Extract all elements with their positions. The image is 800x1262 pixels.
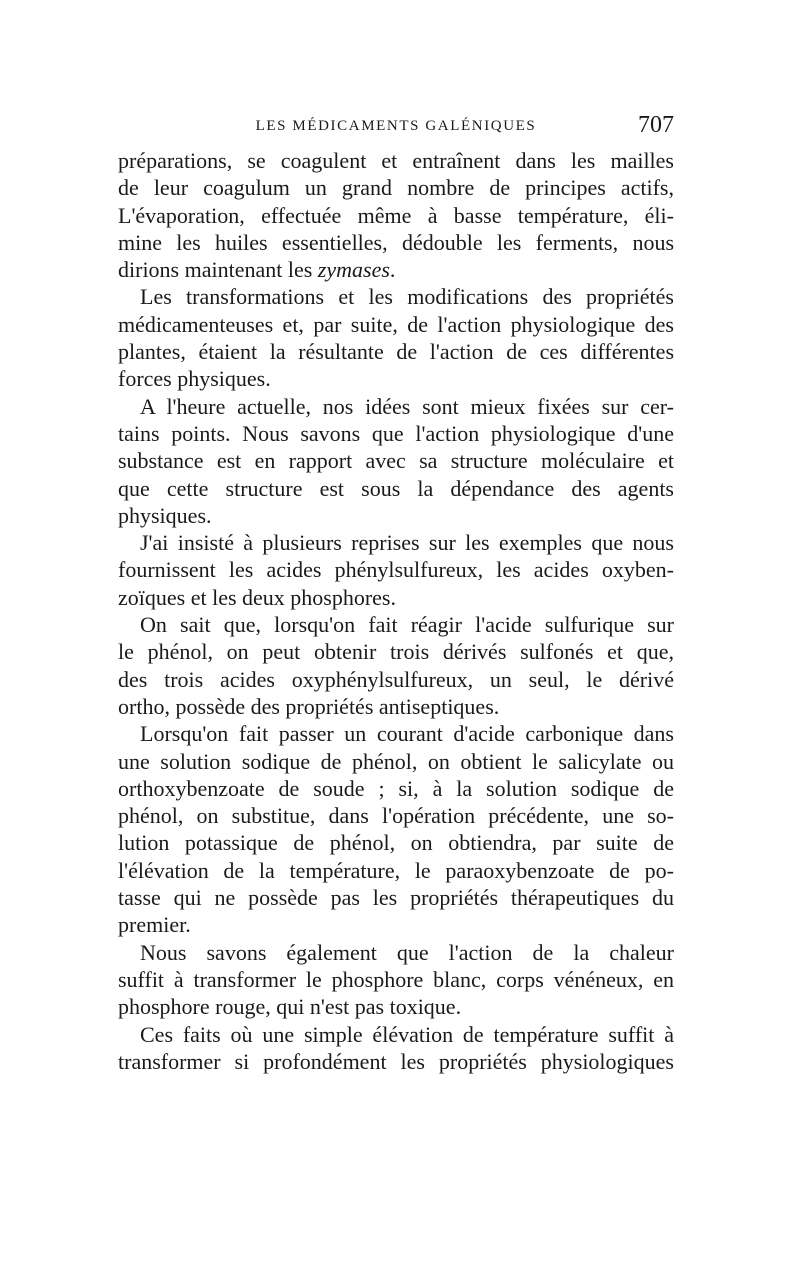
- text-line: forces physiques.: [118, 366, 271, 392]
- text-line: Nous savons également que l'action de la chaleur: [140, 939, 674, 965]
- text-line: le phénol, on peut obtenir trois dérivés sulfonés et que,: [118, 639, 674, 665]
- text-line: fournissent les acides phénylsulfureux, les acides oxyben-: [118, 557, 674, 583]
- text-line: tasse qui ne possède pas les propriétés thérapeutiques du: [118, 885, 674, 911]
- text-line: physiques.: [118, 502, 212, 528]
- text-line: médicamenteuses et, par suite, de l'action physiologique des: [118, 311, 674, 337]
- page-number: 707: [638, 112, 674, 138]
- text-line: une solution sodique de phénol, on obtient le salicylate ou: [118, 748, 674, 774]
- text-line: Les transformations et les modifications des propriétés: [140, 284, 674, 310]
- text-line: des trois acides oxyphénylsulfureux, un seul, le dérivé: [118, 666, 674, 692]
- running-head: [118, 110, 674, 150]
- text-line: On sait que, lorsqu'on fait réagir l'acide sulfurique sur: [140, 612, 674, 638]
- text-line: ortho, possède des propriétés antiseptiques.: [118, 693, 500, 719]
- text-line: transformer si profondément les propriétés physiologiques: [118, 1048, 674, 1074]
- text-line: plantes, étaient la résultante de l'action de ces différentes: [118, 339, 674, 365]
- text-line: Ces faits où une simple élévation de température suffit à: [140, 1021, 674, 1047]
- body-text: [118, 147, 674, 1075]
- text-line: substance est en rapport avec sa structure moléculaire et: [118, 448, 674, 474]
- text-line: l'élévation de la température, le paraoxybenzoate de po-: [118, 857, 674, 883]
- text-line: L'évaporation, effectuée même à basse température, éli-: [118, 202, 674, 228]
- text-line: mine les huiles essentielles, dédouble les ferments, nous: [118, 229, 674, 255]
- text-line-start: dirions maintenant les: [118, 257, 313, 283]
- text-line: premier.: [118, 912, 191, 938]
- text-line: préparations, se coagulent et entraînent dans les mailles: [118, 148, 674, 173]
- text-line: Lorsqu'on fait passer un courant d'acide carbonique dans: [140, 721, 674, 747]
- italic-term-punct: .: [389, 257, 396, 283]
- text-line: A l'heure actuelle, nos idées sont mieux fixées sur cer-: [140, 393, 674, 419]
- text-line: zoïques et les deux phosphores.: [118, 584, 396, 610]
- text-line: J'ai insisté à plusieurs reprises sur les exemples que nous: [140, 530, 674, 556]
- text-line: que cette structure est sous la dépendance des agents: [118, 475, 674, 501]
- text-line: suffit à transformer le phosphore blanc, corps vénéneux, en: [118, 966, 674, 992]
- text-line: [118, 256, 674, 283]
- italic-term: zymases: [317, 257, 390, 283]
- text-line: de leur coagulum un grand nombre de principes actifs,: [118, 175, 674, 201]
- running-title: LES MÉDICAMENTS GALÉNIQUES: [255, 118, 537, 134]
- text-line: tains points. Nous savons que l'action physiologique d'une: [118, 420, 674, 446]
- text-line: lution potassique de phénol, on obtiendra, par suite de: [118, 830, 674, 856]
- text-line: phosphore rouge, qui n'est pas toxique.: [118, 994, 462, 1020]
- text-line: phénol, on substitue, dans l'opération précédente, une so-: [118, 803, 674, 829]
- text-line: orthoxybenzoate de soude ; si, à la solution sodique de: [118, 775, 674, 801]
